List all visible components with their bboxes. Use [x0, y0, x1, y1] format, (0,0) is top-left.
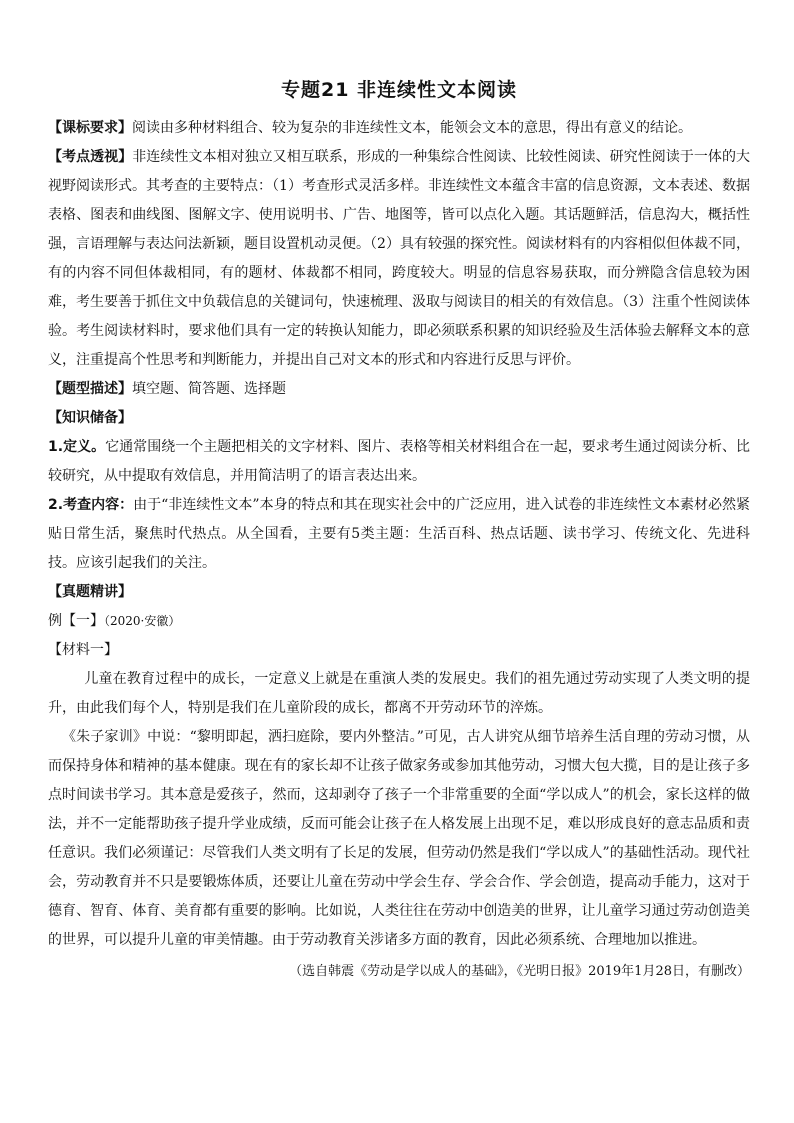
- exam-content-text: 由于“非连续性文本”本身的特点和其在现实社会中的广泛应用，进入试卷的非连续性文本素材必然紧贴日常生活，聚焦时代热点。从全国看，主要有5类主题：生活百科、热点话题、读书学习、传统文化、先进科技。应该引起我们的关注。: [48, 497, 751, 571]
- material-heading: 【材料一】: [48, 642, 118, 658]
- definition-label: 1.定义。: [48, 439, 106, 455]
- exam-point-analysis: [48, 143, 750, 375]
- question-type: [48, 375, 750, 404]
- material-citation: （选自韩震《劳动是学以成人的基础》，《光明日报》2019年1月28日，有删改）: [289, 964, 750, 979]
- curriculum-requirement-label: 【课标要求】: [48, 120, 132, 136]
- curriculum-requirement: [48, 114, 750, 143]
- exam-content-item: [48, 491, 750, 578]
- material-paragraph-2: 《朱子家训》中说：“黎明即起，洒扫庭除，要内外整洁。”可见，古人讲究从细节培养生活自理的劳动习惯，从而保持身体和精神的基本健康。现在有的家长却不让孩子做家务或参加其他劳动，习惯大包大揽，目的是让孩子多点时间读书学习。其本意是爱孩子，然而，这却剥夺了孩子一个非常重要的全面“学以成人”的机会，家长这样的做法，并不一定能帮助孩子提升学业成绩，反而可能会让孩子在人格发展上出现不足，难以形成良好的意志品质和责任意识。我们必须谨记：尽管我们人类文明有了长足的发展，但劳动仍然是我们“学以成人”的基础性活动。现代社会，劳动教育并不只是要锻炼体质，还要让儿童在劳动中学会生存、学会合作、学会创造，提高动手能力，这对于德育、智育、体育、美育都有重要的影响。比如说，人类往往在劳动中创造美的世界，让儿童学习通过劳动创造美的世界，可以提升儿童的审美情趣。由于劳动教育关涉诸多方面的教育，因此必须系统、合理地加以推进。: [48, 729, 750, 948]
- example-heading: [48, 607, 750, 636]
- exam-content-label: 2.考查内容：: [48, 497, 134, 513]
- curriculum-requirement-text: 阅读由多种材料组合、较为复杂的非连续性文本，能领会文本的意思，得出有意义的结论。: [132, 120, 692, 136]
- real-exam-heading: 【真题精讲】: [48, 584, 132, 600]
- document-page: [48, 76, 750, 986]
- document-title: 专题21 非连续性文本阅读: [280, 79, 518, 101]
- knowledge-heading: 【知识储备】: [48, 410, 132, 426]
- definition-text: 它通常围绕一个主题把相关的文字材料、图片、表格等相关材料组合在一起，要求考生通过阅读分析、比较研究，从中提取有效信息，并用简洁明了的语言表达出来。: [48, 439, 750, 484]
- example-label: 例【一】: [48, 613, 104, 629]
- exam-point-text: 非连续性文本相对独立又相互联系，形成的一种集综合性阅读、比较性阅读、研究性阅读于一体的大视野阅读形式。其考查的主要特点：（1）考查形式灵活多样。非连续性文本蕴含丰富的信息资源，文本表述、数据表格、图表和曲线图、图解文字、使用说明书、广告、地图等，皆可以点化入题。其话题鲜活，信息沟大，概括性强，言语理解与表达问法新颖，题目设置机动灵便。（2）具有较强的探究性。阅读材料有的内容相似但体裁不同，有的内容不同但体裁相同，有的题材、体裁都不相同，跨度较大。明显的信息容易获取，而分辨隐含信息较为困难，考生要善于抓住文中负载信息的关键词句，快速梳理、汲取与阅读目的相关的有效信息。（3）注重个性阅读体验。考生阅读材料时，要求他们具有一定的转换认知能力，即必须联系积累的知识经验及生活体验去解释文本的意义，注重提高个性思考和判断能力，并提出自己对文本的形式和内容进行反思与评价。: [48, 149, 751, 368]
- example-source: （2020·安徽）: [104, 614, 181, 628]
- question-type-label: 【题型描述】: [48, 381, 132, 397]
- question-type-text: 填空题、简答题、选择题: [132, 381, 286, 397]
- definition-item: [48, 433, 750, 491]
- material-paragraph-1: 儿童在教育过程中的成长，一定意义上就是在重演人类的发展史。我们的祖先通过劳动实现了人类文明的提升，由此我们每个人，特别是我们在儿童阶段的成长，都离不开劳动环节的淬炼。: [48, 671, 750, 716]
- exam-point-label: 【考点透视】: [48, 149, 133, 165]
